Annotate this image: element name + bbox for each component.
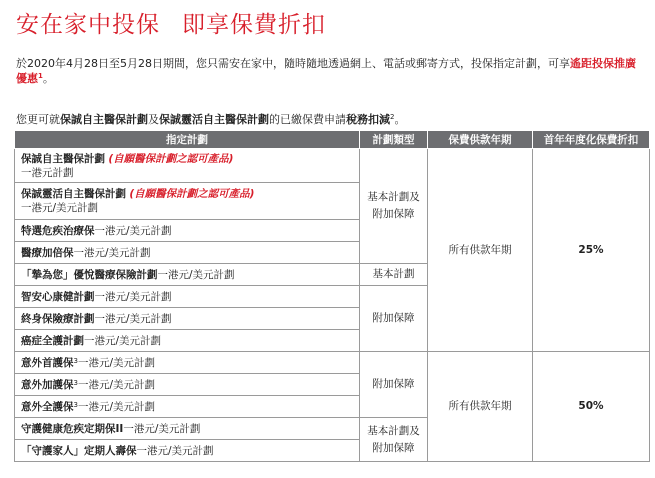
plan-currency: 一港元/美元計劃: [157, 268, 235, 281]
plan-cell: [15, 264, 360, 286]
promo-paragraph: [16, 56, 646, 86]
plan-name: 保誠自主醫保計劃: [21, 152, 105, 165]
plan-cell: [15, 308, 360, 330]
type-cell: [360, 264, 428, 286]
table-row: [15, 352, 650, 374]
tax-footnote-ref: 2: [390, 113, 395, 121]
plan-cell: [15, 286, 360, 308]
type-cell: [360, 149, 428, 264]
plan-name: 醫療加倍保: [21, 246, 74, 259]
plan-currency: 一港元/美元計劃: [94, 312, 172, 325]
discount-value: 50%: [578, 400, 604, 412]
plan-footnote-ref: 3: [73, 400, 78, 409]
title-part-2: 即享保費折扣: [182, 12, 326, 38]
plan-cell: [15, 352, 360, 374]
type-text: 基本計劃: [372, 268, 415, 280]
type-cell: [360, 352, 428, 418]
type-cell: [360, 418, 428, 462]
plan-currency: 一港元/美元計劃: [94, 224, 172, 237]
term-cell: [428, 352, 533, 462]
plan-currency: 一港元/美元計劃: [84, 334, 162, 347]
plans-table: [14, 130, 650, 462]
plan-currency: 一港元/美元計劃: [123, 422, 201, 435]
tax-paragraph: [16, 112, 646, 127]
type-text: 附加保障: [372, 378, 415, 390]
plan-cell: [15, 374, 360, 396]
plan-cell: [15, 242, 360, 264]
term-cell: [428, 149, 533, 352]
page-title: [16, 6, 326, 39]
plan-cell: [15, 396, 360, 418]
plan-name: 癌症全護計劃: [21, 334, 84, 347]
plan-note: (自願醫保計劃之認可產品): [108, 152, 234, 165]
table-header-row: [15, 131, 650, 149]
plan-cell: [15, 440, 360, 462]
plan-currency: 一港元/美元計劃: [73, 246, 151, 259]
discount-cell: [533, 149, 650, 352]
promo-footnote-ref: 1: [38, 72, 43, 80]
plan-currency: 一港元/美元計劃: [21, 202, 99, 214]
plan-footnote-ref: 3: [73, 356, 78, 365]
plan-currency: 一港元/美元計劃: [94, 290, 172, 303]
tax-middle: 的已繳保費申請: [269, 113, 346, 126]
term-text: 所有供款年期: [448, 400, 512, 412]
plan-currency: 一港元/美元計劃: [136, 444, 214, 457]
plan-cell: [15, 149, 360, 183]
plan-currency: 一港元/美元計劃: [77, 400, 156, 413]
type-cell: [360, 286, 428, 352]
header-term: 保費供款年期: [428, 131, 533, 149]
discount-value: 25%: [578, 243, 604, 256]
plan-footnote-ref: 3: [73, 378, 78, 387]
type-text: 基本計劃及附加保障: [367, 191, 420, 220]
plan-note: (自願醫保計劃之認可產品): [129, 188, 255, 200]
plan-cell: [15, 418, 360, 440]
plan-name: 「守護家人」定期人壽保: [21, 444, 137, 457]
plan-cell: [15, 220, 360, 242]
tax-plan-2: 保誠靈活自主醫保計劃: [159, 113, 269, 126]
discount-cell: [533, 352, 650, 462]
header-plan: 指定計劃: [15, 131, 360, 149]
plan-name: 終身保險療計劃: [21, 312, 95, 325]
plan-name: 智安心康健計劃: [21, 290, 95, 303]
header-discount: 首年年度化保費折扣: [533, 131, 650, 149]
term-text: 所有供款年期: [448, 243, 512, 256]
plan-name: 意外首護保: [21, 356, 74, 369]
tax-plan-1: 保誠自主醫保計劃: [60, 113, 148, 126]
plan-cell: [15, 330, 360, 352]
plan-name: 意外加護保: [21, 378, 74, 391]
title-part-1: 安在家中投保: [16, 12, 160, 38]
tax-deduction: 稅務扣減: [346, 113, 390, 126]
table-row: [15, 149, 650, 183]
type-text: 附加保障: [372, 312, 415, 324]
promo-text: 於2020年4月28日至5月28日期間，您只需安在家中，隨時隨地透過網上、電話或郵寄方式，投保指定計劃，可享: [16, 57, 570, 70]
plan-name: 「摯為您」優悅醫療保險計劃: [21, 268, 158, 281]
plan-name: 特選危疾治療保: [21, 224, 95, 237]
tax-prefix: 您更可就: [16, 113, 60, 126]
plan-name: 守護健康危疾定期保II: [21, 422, 124, 435]
plan-name: 保誠靈活自主醫保計劃: [21, 188, 126, 200]
tax-end: 。: [394, 113, 406, 126]
promo-end: 。: [42, 72, 54, 85]
promo-highlight: 遙距投保推廣優惠: [16, 57, 636, 85]
plan-cell: [15, 183, 360, 220]
plan-name: 意外全護保: [21, 400, 74, 413]
plan-currency: 一港元計劃: [21, 166, 74, 179]
plan-currency: 一港元/美元計劃: [77, 356, 156, 369]
type-text: 基本計劃及附加保障: [367, 424, 420, 454]
plan-currency: 一港元/美元計劃: [77, 378, 156, 391]
tax-and: 及: [148, 113, 159, 126]
header-type: 計劃類型: [360, 131, 428, 149]
